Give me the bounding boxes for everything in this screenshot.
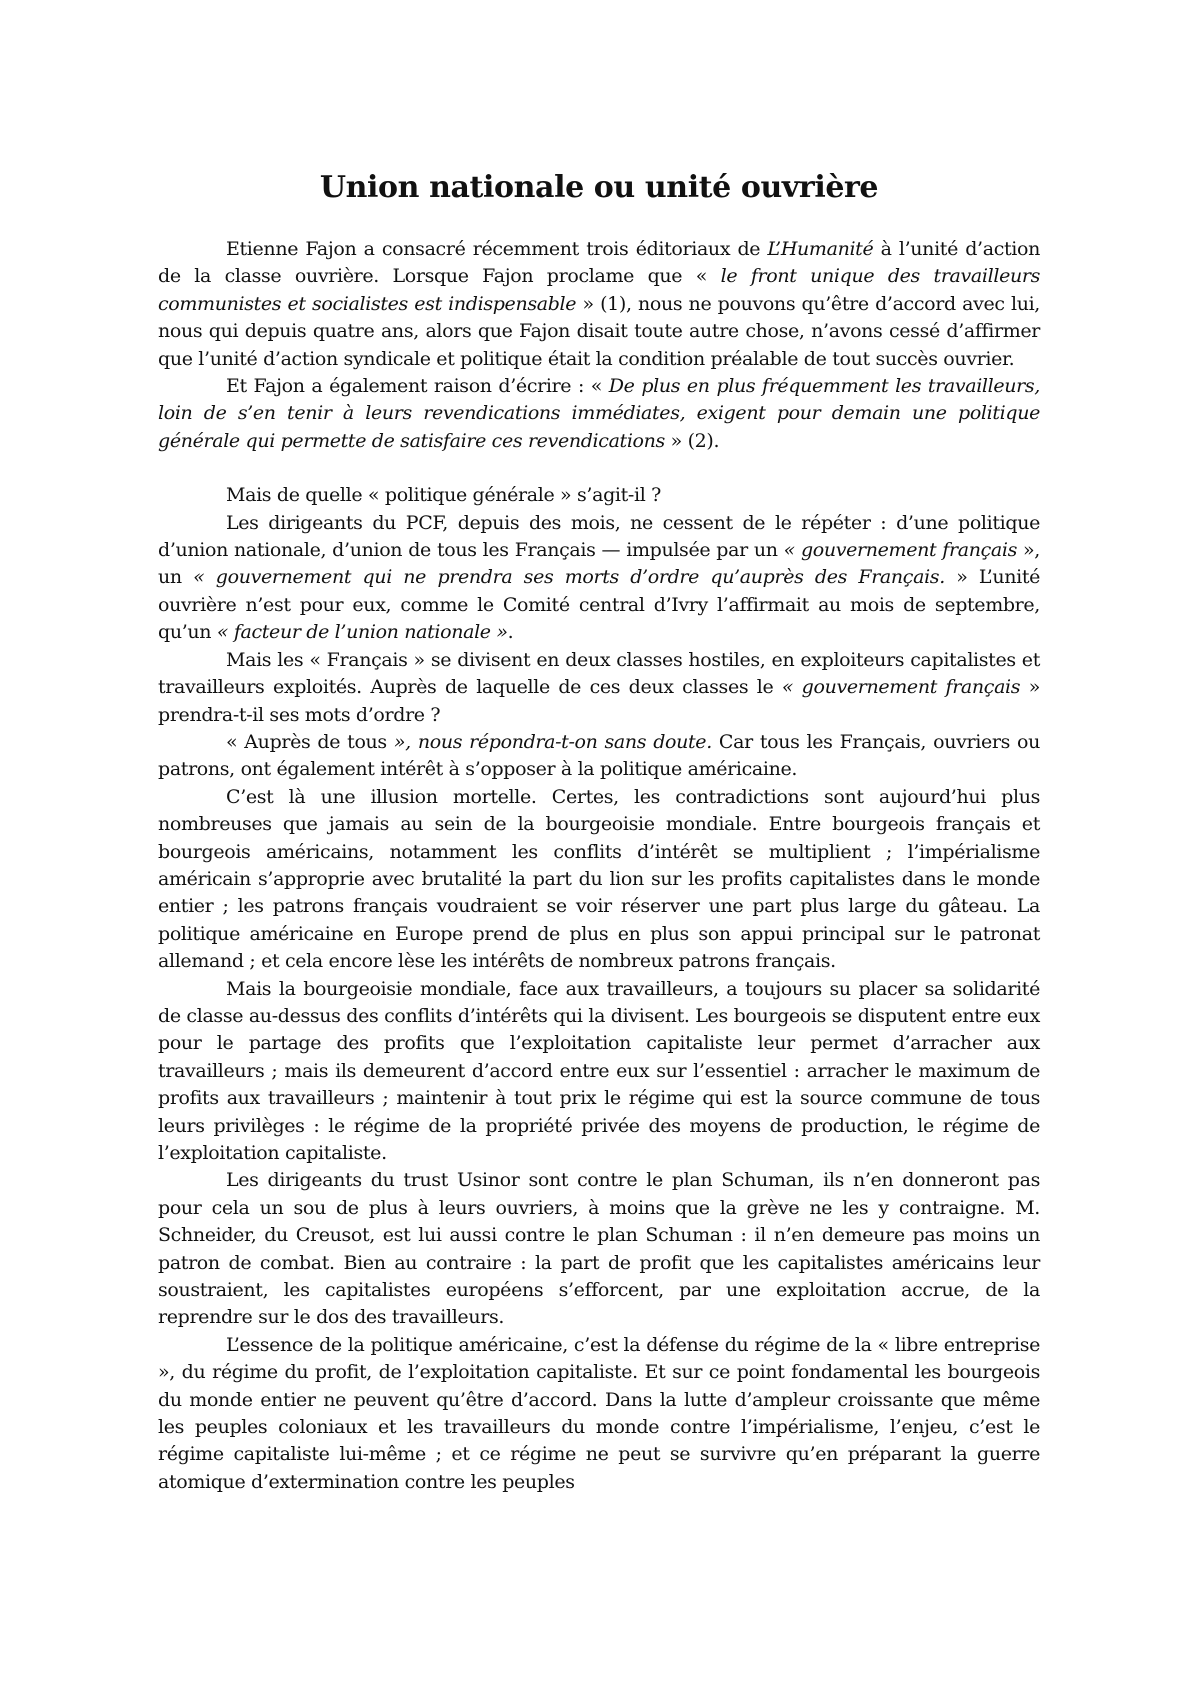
text-run: Mais de quelle « politique générale » s’agit-il ? — [226, 484, 661, 507]
paragraph — [158, 729, 1040, 784]
italic-text: », nous répondra-t-on sans doute. — [393, 730, 712, 753]
paragraph — [158, 236, 1040, 373]
paragraph — [158, 1332, 1040, 1496]
text-run: « Auprès de tous — [226, 730, 394, 753]
italic-text: « gouvernement français — [781, 676, 1021, 699]
text-run: Etienne Fajon a consacré récemment trois éditoriaux de — [226, 238, 768, 260]
paragraph — [158, 373, 1040, 455]
text-run: à l’unité d’action de la classe ouvrière. Lorsque Fajon proclame que « — [158, 238, 1040, 288]
text-run: » (2). — [664, 429, 720, 452]
paragraph — [158, 647, 1040, 729]
text-run: », un — [158, 539, 1040, 589]
italic-text: L’Humanité — [767, 238, 874, 260]
text-run: » prendra-t-il ses mots d’ordre ? — [158, 676, 1040, 726]
italic-text: De plus en plus fréquemment les travailleurs, loin de s’en tenir à leurs revendications immédiates, exigent pour demain une politique générale qui permette de satisfaire ces revendications — [158, 375, 1040, 452]
text-run: Mais les « Français » se divisent en deux classes hostiles, en exploiteurs capitalistes et travailleurs exploités. Auprès de laquelle de ces deux classes le — [158, 648, 1040, 699]
text-run: Car tous les Français, ouvriers ou patrons, ont également intérêt à s’opposer à la politique américaine. — [158, 730, 1040, 781]
document-title: Union nationale ou unité ouvrière — [319, 170, 879, 205]
paragraph — [158, 784, 1040, 976]
text-run: Et Fajon a également raison d’écrire : « — [226, 375, 609, 398]
text-run: Mais la bourgeoisie mondiale, face aux travailleurs, a toujours su placer sa solidarité de classe au-dessus des conflits d’intérêts qui la divisent. Les bourgeois se disputent entre eux pour le partage des profits que l’exploitation capitaliste leur permet d’arracher aux travailleurs ; mais ils demeurent d’accord entre eux sur l’essentiel : arracher le maximum de profits aux travailleurs ; maintenir à tout prix le régime qui est la source commune de tous leurs privilèges : le régime de la propriété privée des moyens de production, le régime de l’exploitation capitaliste. — [158, 977, 1040, 1164]
italic-text: « gouvernement français — [783, 539, 1017, 562]
text-run: Les dirigeants du trust Usinor sont contre le plan Schuman, ils n’en donneront pas pour cela un sou de plus à leurs ouvriers, à moins que la grève ne les y contraigne. M. Schneider, du Creusot, est lui aussi contre le plan Schuman : il n’en demeure pas moins un patron de combat. Bien au contraire : la part de profit que les capitalistes américains leur soustraient, les capitalistes européens s’efforcent, par une exploitation accrue, de la reprendre sur le dos des travailleurs. — [158, 1169, 1040, 1329]
document-page — [158, 170, 1040, 1496]
text-run: » L’unité ouvrière n’est pour eux, comme le Comité central d’Ivry l’affirmait au mois de septembre, qu’un — [158, 566, 1040, 644]
paragraph — [158, 976, 1040, 1168]
text-run: . — [507, 621, 514, 644]
paragraph — [158, 1167, 1040, 1331]
text-run: » (1), nous ne pouvons qu’être d’accord avec lui, nous qui depuis quatre ans, alors que Fajon disait toute autre chose, n’avons cessé d’affirmer que l’unité d’action syndicale et politique était la condition préalable de tout succès ouvrier. — [158, 292, 1040, 370]
text-run: L’essence de la politique américaine, c’est la défense du régime de la « libre entreprise », du régime du profit, de l’exploitation capitaliste. Et sur ce point fondamental les bourgeois du monde entier ne peuvent qu’être d’accord. Dans la lutte d’ampleur croissante que même les peuples coloniaux et les travailleurs du monde contre l’impérialisme, l’enjeu, c’est le régime capitaliste lui-même ; et ce régime ne peut se survivre qu’en préparant la guerre atomique d’extermination contre les peuples — [158, 1333, 1040, 1493]
text-run: Les dirigeants du PCF, depuis des mois, ne cessent de le répéter : d’une politique d’union nationale, d’union de tous les Français — impulsée par un — [158, 511, 1040, 562]
italic-text: le front unique des travailleurs communistes et socialistes est indispensable — [158, 265, 1040, 315]
paragraph — [158, 510, 1040, 647]
italic-text: « gouvernement qui ne prendra ses morts d’ordre qu’auprès des Français. — [193, 566, 945, 589]
italic-text: « facteur de l’union nationale » — [216, 621, 508, 644]
paragraph — [158, 482, 1040, 509]
document-body — [158, 236, 1040, 1496]
text-run: C’est là une illusion mortelle. Certes, les contradictions sont aujourd’hui plus nombreuses que jamais au sein de la bourgeoisie mondiale. Entre bourgeois français et bourgeois américains, notamment les conflits d’intérêt se multiplient ; l’impérialisme américain s’approprie avec brutalité la part du lion sur les profits capitalistes dans le monde entier ; les patrons français voudraient se voir réserver une part plus large du gâteau. La politique américaine en Europe prend de plus en plus son appui principal sur le patronat allemand ; et cela encore lèse les intérêts de nombreux patrons français. — [158, 785, 1040, 973]
